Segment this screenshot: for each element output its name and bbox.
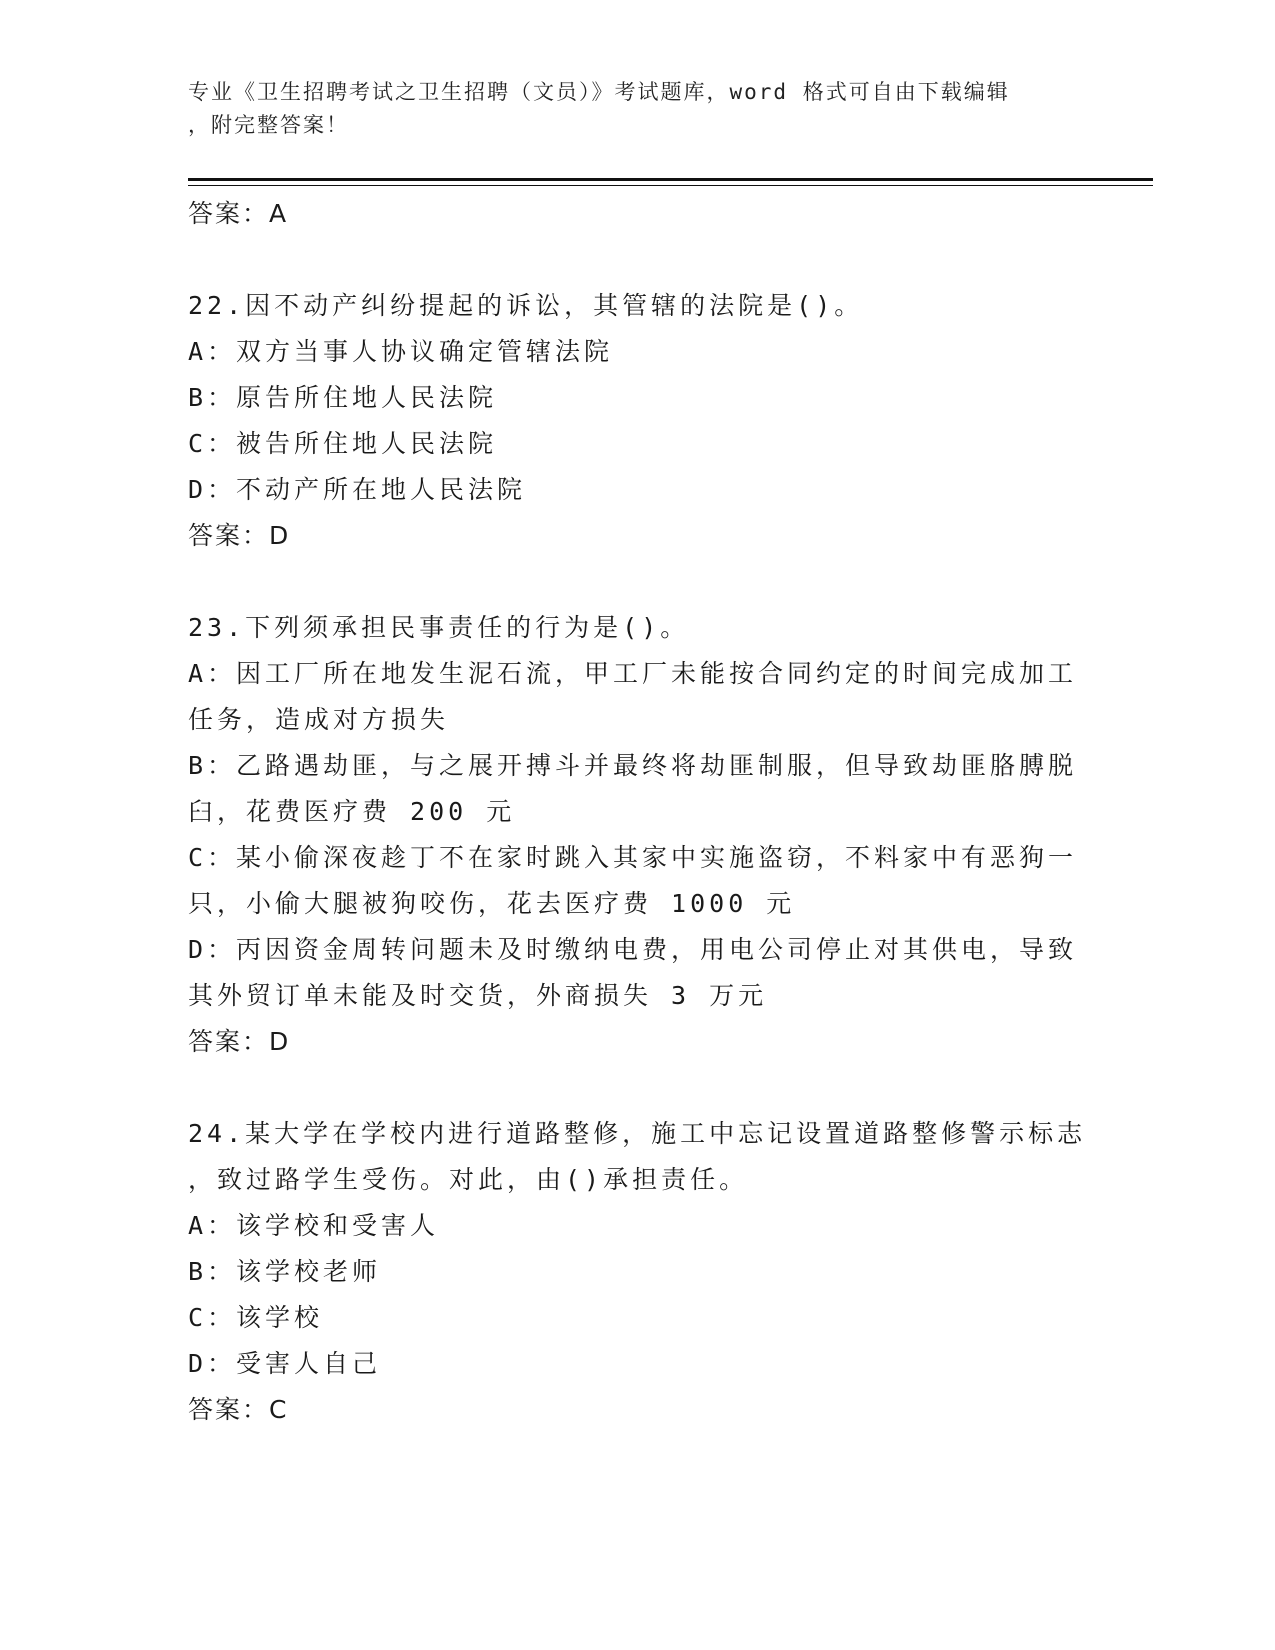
- question-block: [188, 191, 1088, 237]
- question-stem: 24.某大学在学校内进行道路整修，施工中忘记设置道路整修警示标志: [188, 1119, 1087, 1148]
- question-block: [188, 605, 1088, 1065]
- option-b: B：该学校老师: [188, 1257, 382, 1286]
- option-b: B：乙路遇劫匪，与之展开搏斗并最终将劫匪制服，但导致劫匪胳膊脱: [188, 751, 1078, 780]
- answer-line: 答案：D: [188, 1027, 291, 1056]
- answer-line: 答案：D: [188, 521, 291, 550]
- header-divider-thin: [188, 185, 1153, 186]
- spacer: [188, 1065, 1088, 1111]
- answer-line: 答案：A: [188, 199, 289, 228]
- header-line-1: 专业《卫生招聘考试之卫生招聘（文员）》考试题库，word 格式可自由下载编辑: [188, 80, 1010, 104]
- option-a: A：该学校和受害人: [188, 1211, 440, 1240]
- option-c: C：被告所住地人民法院: [188, 429, 498, 458]
- header-line-2: ，附完整答案！: [188, 113, 349, 137]
- option-c-continued: 只，小偷大腿被狗咬伤，花去医疗费 1000 元: [188, 889, 796, 918]
- answer-line: 答案：C: [188, 1395, 289, 1424]
- option-d: D：不动产所在地人民法院: [188, 475, 527, 504]
- question-block: [188, 283, 1088, 559]
- option-a: A：因工厂所在地发生泥石流，甲工厂未能按合同约定的时间完成加工: [188, 659, 1078, 688]
- question-stem: 23.下列须承担民事责任的行为是()。: [188, 613, 690, 642]
- question-list: [188, 191, 1088, 1433]
- option-b: B：原告所住地人民法院: [188, 383, 498, 412]
- document-header: [188, 76, 1068, 142]
- option-d: D：丙因资金周转问题未及时缴纳电费，用电公司停止对其供电，导致: [188, 935, 1078, 964]
- question-stem: 22.因不动产纠纷提起的诉讼，其管辖的法院是()。: [188, 291, 864, 320]
- option-d-continued: 其外贸订单未能及时交货，外商损失 3 万元: [188, 981, 768, 1010]
- spacer: [188, 237, 1088, 283]
- option-c: C：该学校: [188, 1303, 324, 1332]
- question-block: [188, 1111, 1088, 1433]
- option-b-continued: 臼，花费医疗费 200 元: [188, 797, 516, 826]
- option-d: D：受害人自己: [188, 1349, 382, 1378]
- option-c: C：某小偷深夜趁丁不在家时跳入其家中实施盗窃，不料家中有恶狗一: [188, 843, 1078, 872]
- header-divider-thick: [188, 178, 1153, 181]
- question-stem-continued: ，致过路学生受伤。对此，由()承担责任。: [188, 1165, 749, 1194]
- spacer: [188, 559, 1088, 605]
- option-a-continued: 任务，造成对方损失: [188, 705, 450, 734]
- option-a: A：双方当事人协议确定管辖法院: [188, 337, 614, 366]
